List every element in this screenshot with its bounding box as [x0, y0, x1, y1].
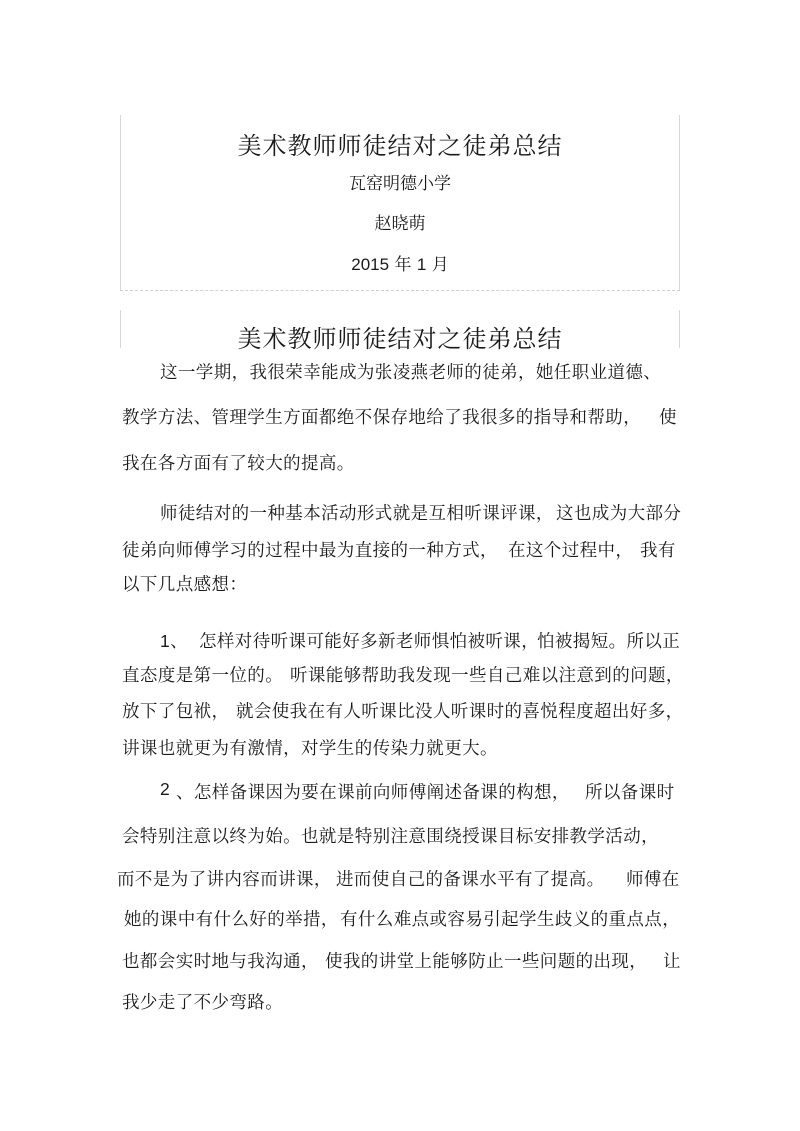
item1-line-1-tail: 怕被揭短。所以正 [537, 632, 681, 652]
p1-line-2-tail: 使 [659, 408, 677, 428]
item2-line-5-mid: 使我的讲堂上能够防止一些问题的出现， [325, 952, 648, 972]
cover-date-month-unit: 月 [426, 255, 449, 275]
p2-line-2-mid: 在这个过程中， [508, 541, 634, 561]
item2-line-4-tail: 有什么难点或容易引起学生歧义的重点点， [340, 910, 681, 930]
cover-date-year-unit: 年 [389, 255, 417, 275]
item1-line-4: 讲课也就更为有激情，对学生的传染力就更大。 [122, 739, 498, 759]
p2-line-3: 以下几点感想： [122, 575, 248, 595]
item2-line-3-tail: 师傅在 [626, 870, 680, 890]
cover-frame-bottom-rule [120, 290, 680, 291]
item1-line-2-tail: 听课能够帮助我发现一些自己难以注意到的问题， [290, 666, 684, 686]
item1-number: 1、 [160, 631, 189, 651]
item1-line-3-tail: 就会使我在有人听课比没人听课时的喜悦程度超出好多， [236, 702, 684, 722]
item2-line-1-tail: 所以备课时 [585, 783, 675, 803]
item2-line-3-mid: 进而使自己的备课水平有了提高。 [336, 870, 605, 890]
item2-line-4: 她的课中有什么好的举措， [124, 910, 339, 930]
item2-line-3: 而不是为了讲内容而讲课， [117, 870, 332, 890]
p1-line-3: 我在各方面有了较大的提高。 [122, 454, 355, 474]
item2-line-1: 、怎样备课因为要在课前向师傅阐述备课的构想， [176, 783, 570, 803]
cover-date-month: 1 [416, 255, 427, 274]
item2-line-5: 也都会实时地与我沟通， [122, 952, 319, 972]
cover-author: 赵晓萌 [374, 214, 426, 234]
p2-line-1: 师徒结对的一种基本活动形式就是互相听课评课， [160, 504, 554, 524]
item2-line-5-tail: 让 [663, 952, 681, 972]
cover-date-year: 2015 [351, 255, 390, 274]
item1-line-2: 直态度是第一位的。 [122, 666, 284, 686]
item2-number: 2 [160, 779, 171, 799]
p2-line-2-tail: 我有 [640, 541, 676, 561]
p1-line-2: 教学方法、管理学生方面都绝不保存地给了我很多的指导和帮助， [122, 408, 642, 428]
item2-line-2: 会特别注意以终为始。也就是特别注意围绕授课目标安排教学活动， [122, 827, 659, 847]
body-title: 美术教师师徒结对之徒弟总结 [237, 325, 563, 353]
cover-school: 瓦窑明德小学 [349, 174, 451, 194]
item1-line-3: 放下了包袱， [122, 702, 230, 722]
p1-line-1: 这一学期，我很荣幸能成为张凌燕老师的徒弟，她任职业道德、 [160, 363, 662, 383]
p2-line-2: 徒弟向师傅学习的过程中最为直接的一种方式， [122, 541, 498, 561]
cover-date [0, 250, 800, 275]
cover-title: 美术教师师徒结对之徒弟总结 [237, 132, 563, 160]
item1-line-1: 怎样对待听课可能好多新老师惧怕被听课， [199, 632, 540, 652]
item2-line-6: 我少走了不少弯路。 [122, 993, 284, 1013]
p2-line-1-tail: 这也成为大部分 [556, 504, 682, 524]
